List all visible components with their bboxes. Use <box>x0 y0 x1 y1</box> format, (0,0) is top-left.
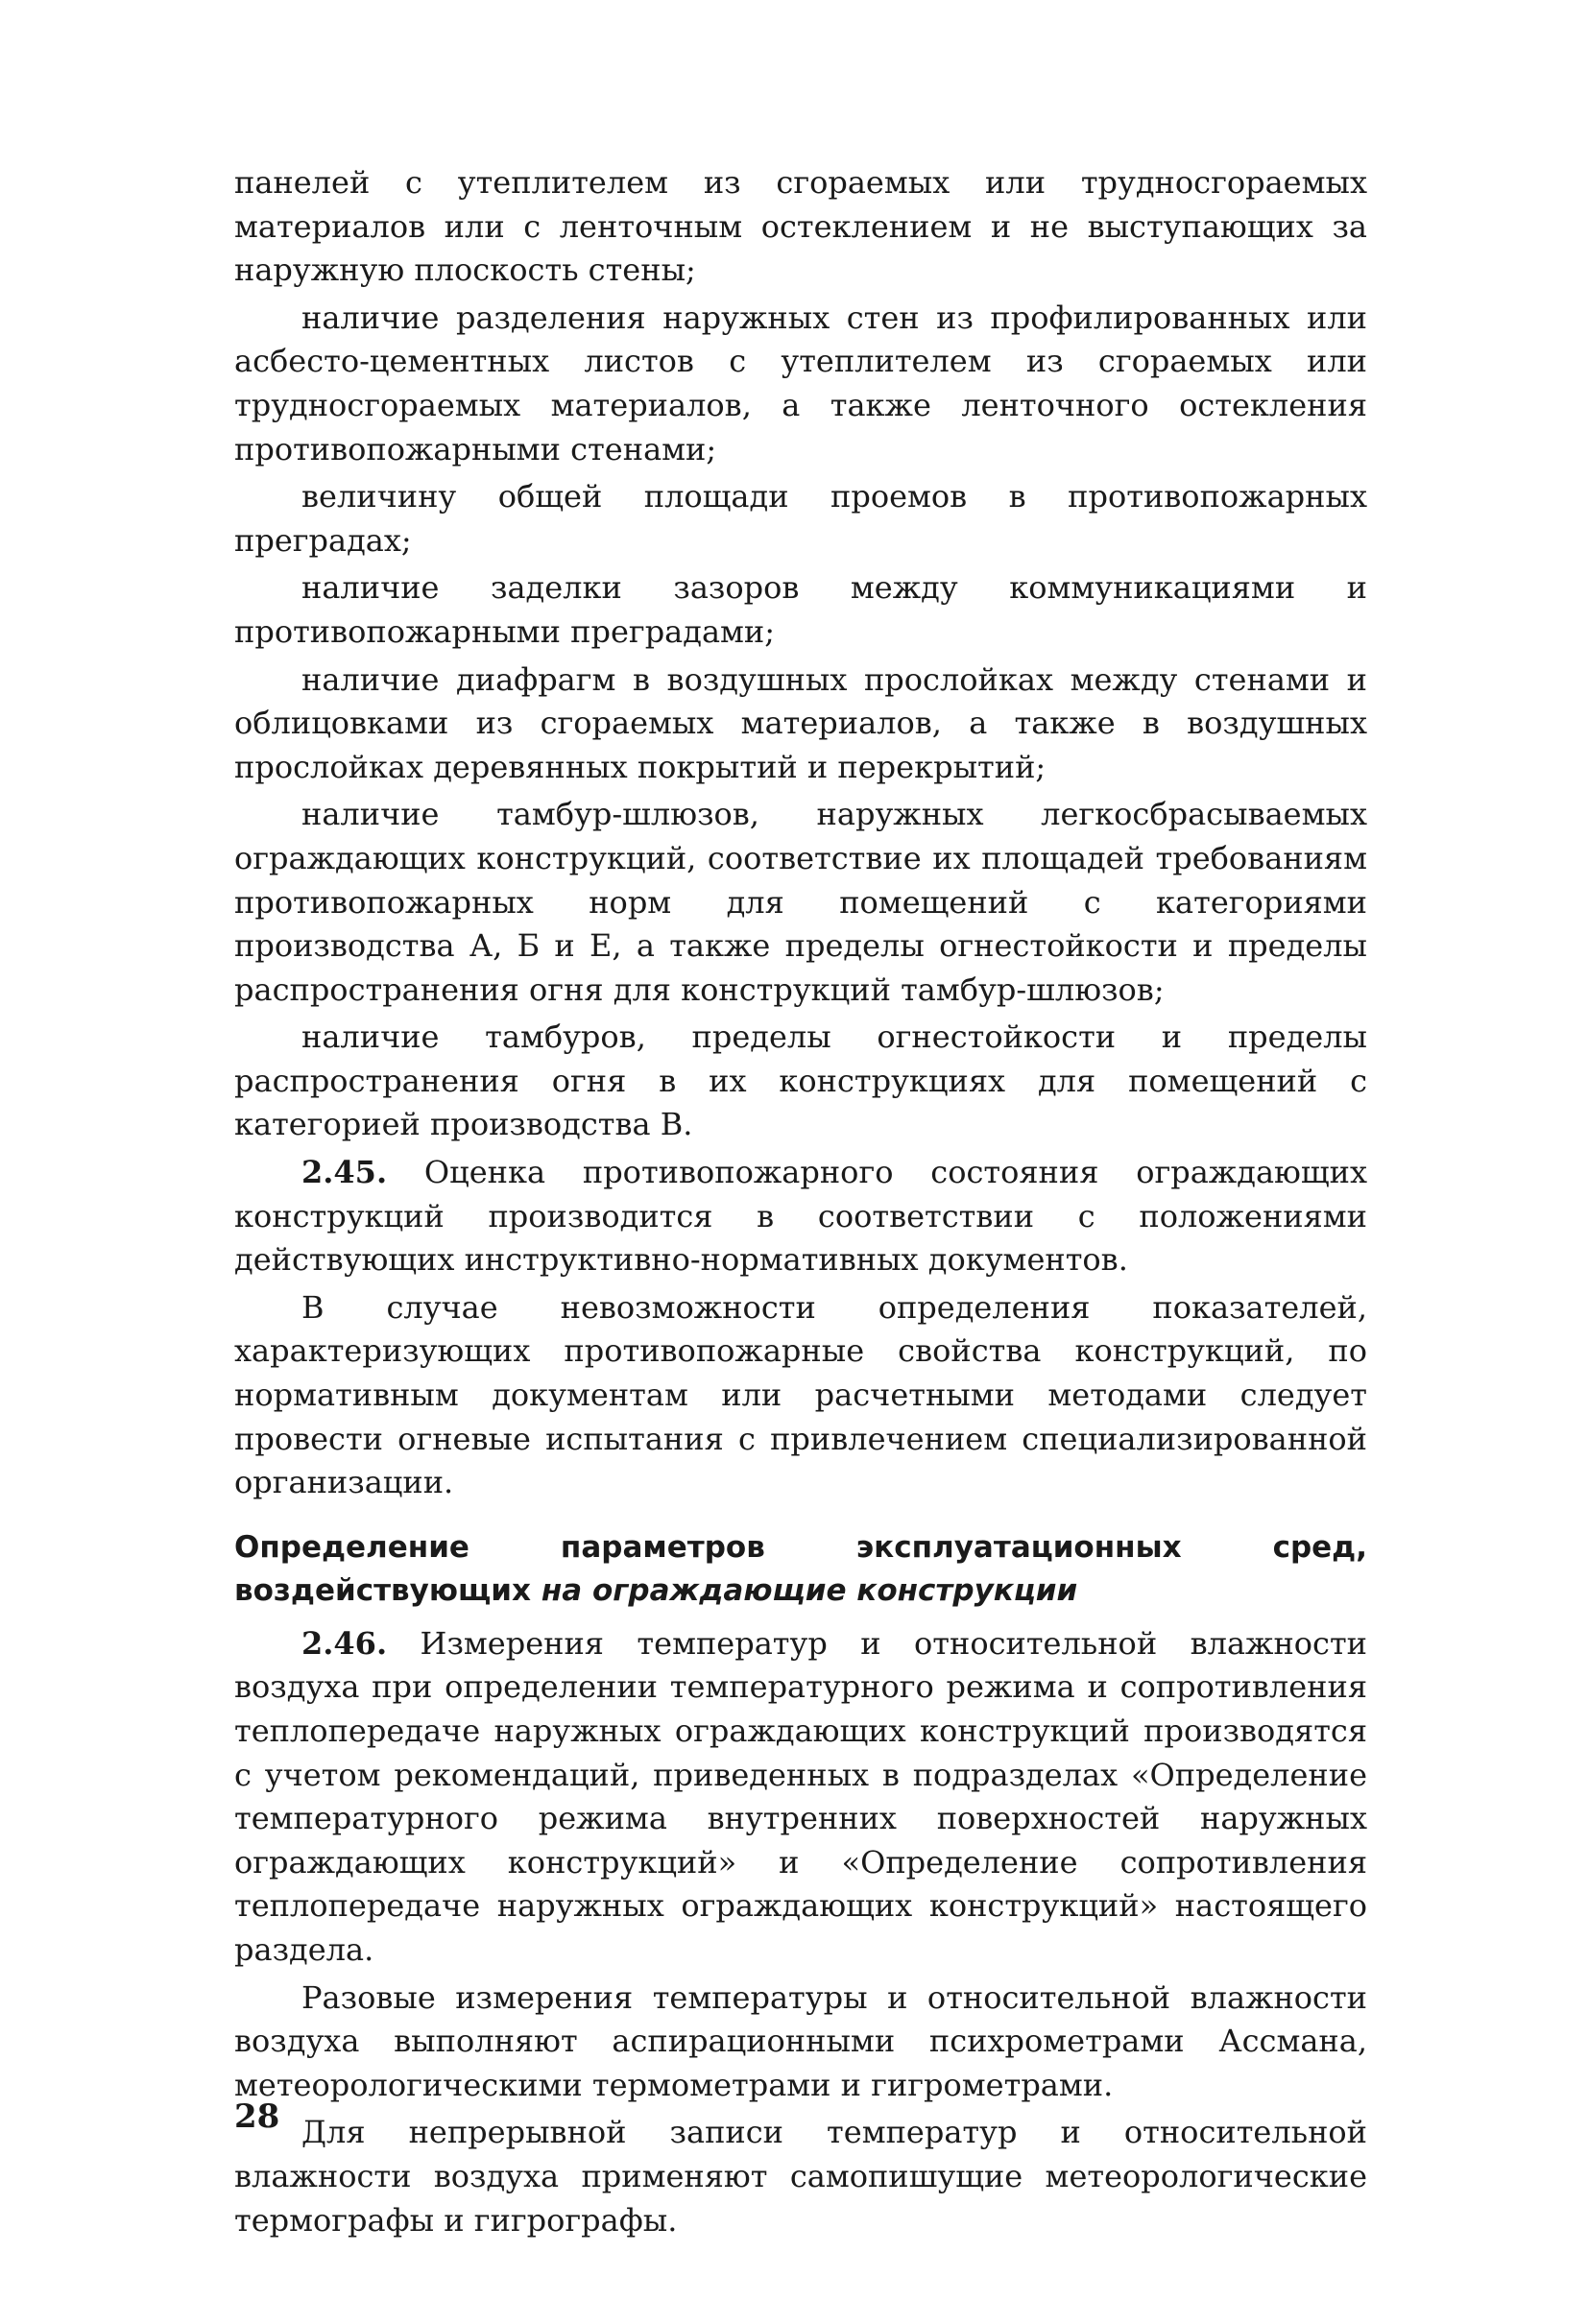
paragraph-vestibules: наличие тамбуров, пределы огнестойкости и пределы распространения огня в их конструкциях для помещений с категорией производства В. <box>234 1018 1367 1143</box>
section-number-2-45: 2.45. <box>301 1154 388 1191</box>
paragraph-airlocks: наличие тамбур-шлюзов, наружных легкосбрасываемых ограждающих конструкций, соответствие их площадей требованиям противопожарных норм для помещений с категориями производства А, Б и Е, а также пределы огнестойкости и пределы распространения огня для конструкций тамбур-шлюзов; <box>234 796 1367 1008</box>
paragraph-2-45-text: Оценка противопожарного состояния ограждающих конструкций производится в соответствии с положениями действующих инструктивно-нормативных документов. <box>234 1154 1367 1279</box>
paragraph-2-45 <box>234 1151 1367 1282</box>
paragraph-2-46 <box>234 1622 1367 1973</box>
paragraph-continuous-recording: Для непрерывной записи температур и относительной влажности воздуха применяют самопишущие метеорологические термографы и гигрографы. <box>234 2114 1367 2239</box>
section-heading <box>234 1526 1367 1613</box>
paragraph-fire-tests: В случае невозможности определения показателей, характеризующих противопожарные свойства конструкций, по нормативным документам или расчетными методами следует провести огневые испытания с привлечением специализированной организации. <box>234 1288 1367 1501</box>
paragraph-continuation: панелей с утеплителем из сгораемых или трудносгораемых материалов или с ленточным остеклением и не выступающих за наружную плоскость стены; <box>234 164 1367 289</box>
paragraph-openings-area: величину общей площади проемов в противопожарных преградах; <box>234 478 1367 559</box>
page-body <box>234 161 1367 2242</box>
paragraph-gap-sealing: наличие заделки зазоров между коммуникациями и противопожарными преградами; <box>234 569 1367 650</box>
section-heading-part2: на ограждающие конструкции <box>541 1572 1078 1608</box>
paragraph-diaphragms: наличие диафрагм в воздушных прослойках между стенами и облицовками из сгораемых материалов, а также в воздушных прослойках деревянных покрытий и перекрытий; <box>234 660 1367 785</box>
paragraph-2-46-text: Измерения температур и относительной влажности воздуха при определении температурного режима и сопротивления теплопередаче наружных ограждающих конструкций производятся с учетом рекомендаций, приведенных в подразделах «Определение температурного режима внутренних поверхностей наружных ограждающих конструкций» и «Определение сопротивления теплопередаче наружных ограждающих конструкций» настоящего раздела. <box>234 1624 1368 1968</box>
paragraph-wall-separation: наличие разделения наружных стен из профилированных или асбесто-цементных листов с утеплителем из сгораемых или трудносгораемых материалов, а также ленточного остекления противопожарными стенами; <box>234 299 1367 467</box>
page-number: 28 <box>234 2097 280 2136</box>
section-heading-part1: Определение параметров эксплуатационных сред, воздействующих <box>234 1529 1367 1608</box>
paragraph-single-measurements: Разовые измерения температуры и относительной влажности воздуха выполняют аспирационными психрометрами Ассмана, метеорологическими термометрами и гигрометрами. <box>234 1978 1367 2103</box>
section-number-2-46: 2.46. <box>301 1624 388 1662</box>
